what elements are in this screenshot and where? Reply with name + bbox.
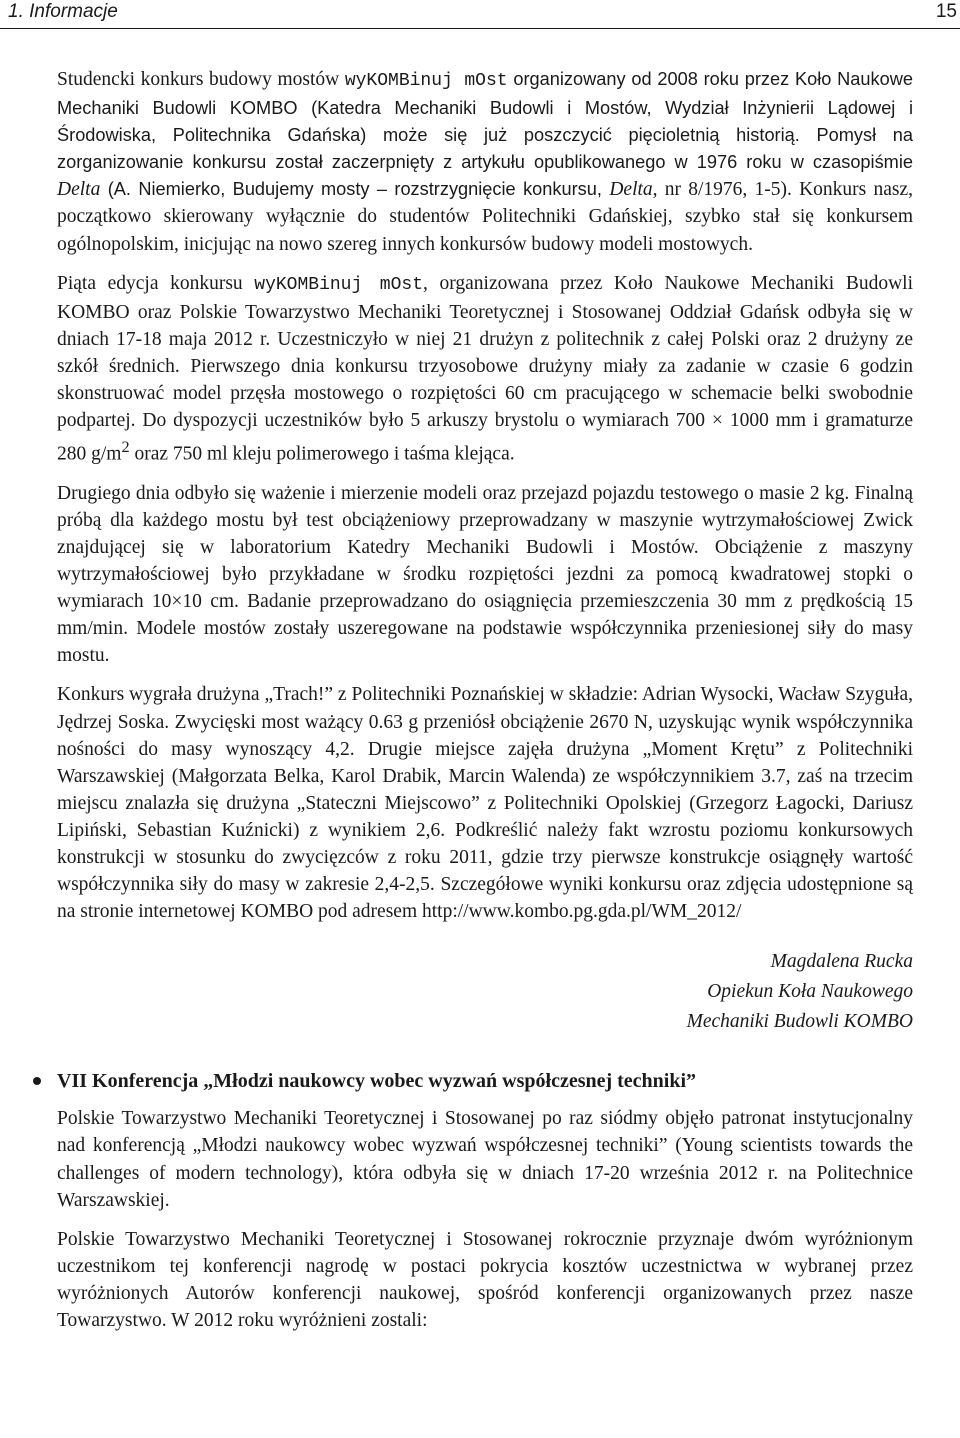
paragraph-intro xyxy=(57,66,913,258)
text-run: Studencki konkurs budowy mostów xyxy=(57,69,345,90)
article-body xyxy=(57,66,913,1346)
text-run: , nr 8/1976, 1-5). Konkurs nasz, początkowo skierowany wyłącznie do studentów Politechniki Gdańskiej, szybko stał się konkursem ogólnopolskim, inicjując na nowo szereg innych konkursów budowy modeli mostowych. xyxy=(57,179,913,255)
page-number: 15 xyxy=(935,1,957,22)
text-run: Piąta edycja konkursu xyxy=(57,272,255,294)
signature-name: Magdalena Rucka xyxy=(770,951,913,973)
paragraph-conference: Polskie Towarzystwo Mechaniki Teoretycznej i Stosowanej po raz siódmy objęło patronat instytucjonalny nad konferencją „Młodzi naukowcy wobec wyzwań współczesnej techniki” (Young scientists towards the challenges of modern technology), która odbyła się w dniach 17-20 września 2012 r. na Politechnice Warszawskiej. xyxy=(57,1108,913,1211)
journal-name: Delta xyxy=(609,179,653,201)
signature-block xyxy=(57,947,913,1037)
signature-organization: Mechaniki Budowli KOMBO xyxy=(686,1011,913,1033)
bullet-icon xyxy=(33,1077,41,1085)
text-run: organizowany od 2008 roku przez Koło Naukowe Mechaniki Budowli KOMBO (Katedra Mechaniki Budowli i Mostów, Wydział Inżynierii Lądowej i Środowiska, Politechnika Gdańska) może się już poszczycić pięcioletnią historią. Pomysł na zorganizowanie konkursu został zaczerpnięty z artykułu opublikowanego w 1976 roku w czasopiśmie xyxy=(57,69,913,173)
paragraph-fifth-edition xyxy=(57,270,913,468)
section-heading: VII Konferencja „Młodzi naukowcy wobec wyzwań współczesnej techniki” xyxy=(57,1070,697,1093)
header-rule xyxy=(0,28,960,29)
section-bullet-item xyxy=(57,1067,913,1095)
paragraph-awards: Polskie Towarzystwo Mechaniki Teoretycznej i Stosowanej rokrocznie przyznaje dwóm wyróżnionym uczestnikom tej konferencji nagrodę w postaci pokrycia kosztów uczestnictwa w wybranej przez wyróżnionych Autorów konferencji naukowej, spośród konferencji organizowanych przez nasze Towarzystwo. W 2012 roku wyróżnieni zostali: xyxy=(57,1228,913,1331)
text-run: , organizowana przez Koło Naukowe Mechaniki Budowli KOMBO oraz Polskie Towarzystwo Mechaniki Teoretycznej i Stosowanej Oddział Gdańsk odbyła się w dniach 17-18 maja 2012 r. Uczestniczyło w niej 21 drużyn z politechnik z całej Polski oraz 2 drużyny ze szkół średnich. Pierwszego dnia konkursu trzyosobowe drużyny miały za zadanie w czasie 6 godzin skonstruować model przęsła mostowego o rozpiętości 60 cm pracującego w schemacie belki swobodnie podpartej. Do dyspozycji uczestników było 5 arkuszy brystolu o wymiarach 700 × 1000 mm i gramaturze 280 g/m xyxy=(57,272,913,465)
competition-name: wyKOMBinuj mOst xyxy=(344,71,508,91)
superscript: 2 xyxy=(121,438,130,457)
signature-role: Opiekun Koła Naukowego xyxy=(707,981,913,1003)
section-title: 1. Informacje xyxy=(8,1,118,22)
paragraph-second-day: Drugiego dnia odbyło się ważenie i mierzenie modeli oraz przejazd pojazdu testowego o masie 2 kg. Finalną próbą dla każdego mostu był test obciążeniowy przeprowadzany w maszynie wytrzymałościowej Zwick znajdującej się w laboratorium Katedry Mechaniki Budowli i Mostów. Obciążenie z maszyny wytrzymałościowej było przykładane w środku rozpiętości jezdni za pomocą kwadratowej stopki o wymiarach 10×10 cm. Badanie przeprowadzano do osiągnięcia przemieszczenia 30 mm z prędkością 15 mm/min. Modele mostów zostały uszeregowane na podstawie współczynnika przeniesionej siły do masy mostu. xyxy=(57,482,913,667)
journal-name: Delta xyxy=(57,179,101,201)
competition-name: wyKOMBinuj mOst xyxy=(254,274,424,295)
paragraph-results: Konkurs wygrała drużyna „Trach!” z Politechniki Poznańskiej w składzie: Adrian Wysocki, Wacław Szyguła, Jędrzej Soska. Zwycięski most ważący 0.63 g przeniósł obciążenie 2670 N, uzyskując wynik współczynnika nośności do masy wynoszący 4,2. Drugie miejsce zajęła drużyna „Moment Krętu” z Politechniki Warszawskiej (Małgorzata Belka, Karol Drabik, Marcin Walenda) ze współczynnikiem 3.7, zaś na trzecim miejscu znalazła się drużyna „Stateczni Miejscowo” z Politechniki Opolskiej (Grzegorz Łagocki, Dariusz Lipiński, Sebastian Kuźnicki) z wynikiem 2,6. Podkreślić należy fakt wzrostu poziomu konkursowych konstrukcji w stosunku do zwycięzców z roku 2011, gdzie trzy pierwsze konstrukcje osiągnęły wartość współczynnika siły do masy w zakresie 2,4-2,5. Szczegółowe wyniki konkursu oraz zdjęcia udostępnione są na stronie internetowej KOMBO pod adresem http://www.kombo.pg.gda.pl/WM_2012/ xyxy=(57,684,913,923)
running-header xyxy=(0,0,960,30)
text-run: oraz 750 ml kleju polimerowego i taśma klejąca. xyxy=(129,443,515,465)
text-run: (A. Niemierko, Budujemy mosty – rozstrzygnięcie konkursu, xyxy=(100,179,610,200)
